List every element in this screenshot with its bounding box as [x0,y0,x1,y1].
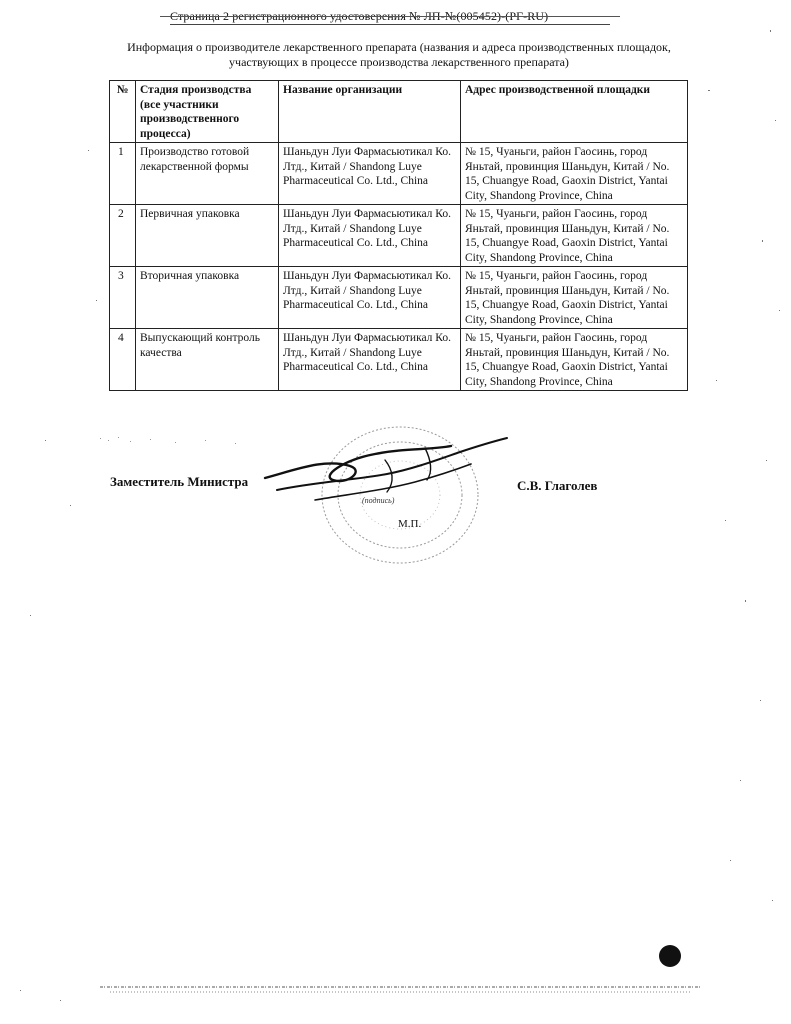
column-header-organization: Название организации [279,81,461,143]
table-row [110,267,688,329]
row-number: 3 [110,267,136,329]
signature-caption: (подпись) [362,496,395,505]
row-address: № 15, Чуаньги, район Гаосинь, город Яньтай, провинция Шаньдун, Китай / No. 15, Chuangye Road, Gaoxin District, Yantai City, Shandong Province, China [461,205,688,267]
row-number: 1 [110,143,136,205]
table-row [110,205,688,267]
row-address: № 15, Чуаньги, район Гаосинь, город Яньтай, провинция Шаньдун, Китай / No. 15, Chuangye Road, Gaoxin District, Yantai City, Shandong Province, China [461,143,688,205]
column-header-number: № [110,81,136,143]
signer-position: Заместитель Министра [110,474,249,489]
row-address: № 15, Чуаньги, район Гаосинь, город Яньтай, провинция Шаньдун, Китай / No. 15, Chuangye Road, Gaoxin District, Yantai City, Shandong Province, China [461,267,688,329]
row-number: 4 [110,329,136,391]
section-title-line-2: участвующих в процессе производства лекарственного препарата) [229,55,569,69]
column-header-stage: Стадия производства (все участники производственного процесса) [136,81,279,143]
column-header-address: Адрес производственной площадки [461,81,688,143]
signer-name: С.В. Глаголев [517,478,598,493]
row-address: № 15, Чуаньги, район Гаосинь, город Яньтай, провинция Шаньдун, Китай / No. 15, Chuangye Road, Gaoxin District, Yantai City, Shandong Province, China [461,329,688,391]
table-row [110,143,688,205]
row-stage: Вторичная упаковка [136,267,279,329]
row-stage: Первичная упаковка [136,205,279,267]
row-organization: Шаньдун Луи Фармасьютикал Ко. Лтд., Китай / Shandong Luye Pharmaceutical Co. Ltd., China [279,205,461,267]
row-organization: Шаньдун Луи Фармасьютикал Ко. Лтд., Китай / Shandong Luye Pharmaceutical Co. Ltd., China [279,329,461,391]
signoff-block [110,474,650,554]
row-organization: Шаньдун Луи Фармасьютикал Ко. Лтд., Китай / Shandong Luye Pharmaceutical Co. Ltd., China [279,267,461,329]
table-header-row [110,81,688,143]
row-stage: Выпускающий контроль качества [136,329,279,391]
footer-scan-band [100,983,700,997]
table-row [110,329,688,391]
section-title-line-1: Информация о производителе лекарственного препарата (названия и адреса производственных площадок, [127,40,671,54]
row-organization: Шаньдун Луи Фармасьютикал Ко. Лтд., Китай / Shandong Luye Pharmaceutical Co. Ltd., China [279,143,461,205]
section-title [110,40,688,70]
scan-dot-mark [659,945,681,967]
row-number: 2 [110,205,136,267]
manufacturer-table [109,80,688,391]
page-header: Страница 2 регистрационного удостоверения № ЛП-№(005452)-(РГ-RU) [170,9,610,25]
seal-mark: М.П. [398,518,422,530]
row-stage: Производство готовой лекарственной формы [136,143,279,205]
